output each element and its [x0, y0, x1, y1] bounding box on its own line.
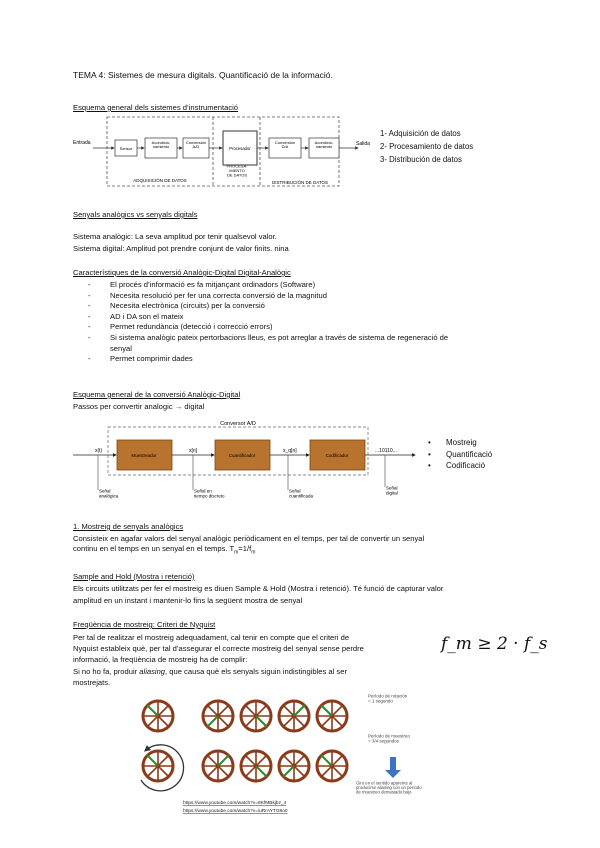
bullet-item: • Quantificació	[428, 449, 492, 461]
sample-hold-line-2: amplitud en un instant i mantenir-lo fins la següent mostra de senyal	[73, 596, 303, 605]
section-heading-signals: Senyals analògics vs senyals digitals	[73, 210, 198, 219]
bullet-item: • Mostreig	[428, 437, 492, 449]
caption-quantized: Señal cuantificada	[289, 488, 314, 499]
section-heading-instrumentation: Esquema general dels sistemes d’instrumentació	[73, 103, 239, 112]
signal-label-xqn: x_q[n]	[283, 448, 297, 454]
section-heading-sampling: 1. Mostreig de senyals analògics	[73, 522, 184, 531]
down-arrow-icon	[385, 757, 401, 778]
block-processor-label: Procesador	[229, 146, 251, 151]
wheel-row-2	[143, 751, 347, 781]
analog-system-line: Sistema analògic: La seva amplitud por tenir qualsevol valor.	[73, 232, 277, 241]
legend-item: 3- Distribución de datos	[380, 155, 462, 164]
list-item: - AD i DA son el mateix	[88, 312, 448, 323]
aliasing-figure	[138, 692, 468, 822]
bullet-item: • Codificació	[428, 460, 492, 472]
signal-label-xn: x[n]	[189, 448, 198, 454]
characteristics-list	[88, 280, 448, 365]
ad-subtitle: Passos per convertir analogic → digital	[73, 402, 205, 411]
note-rotation-period: Período de rotación = 1 segundo	[368, 693, 408, 704]
digital-system-line: Sistema digital: Amplitud pot prendre conjunt de valor finits. nina	[73, 244, 289, 253]
section-heading-nyquist: Freqüència de mostreig: Criteri de Nyquist	[73, 620, 216, 629]
list-item: - Permet comprimir dades	[88, 354, 448, 365]
block-ad-label: Conversión A/D	[185, 139, 207, 150]
legend-item: 2- Procesamiento de datos	[380, 142, 474, 151]
nyquist-text: Per tal de realitzar el mostreig adequadament, cal tenir en compte que el criteri de Nyquist estableix què, per tal d’assegurar el correcte mostreig del senyal sense perdre informació, la freqüència de mostreig ha de complir: Si no ho fa, produir aliasing, que causa què els senyals siguin indistingibles al ser mostrejats.	[73, 633, 364, 687]
signal-label-bits: ...10110...	[375, 448, 397, 454]
ad-steps-bullets	[428, 437, 492, 472]
legend-item: 1- Adquisición de datos	[380, 129, 461, 138]
ad-conversion-diagram	[73, 415, 418, 515]
page-title: TEMA 4: Sistemes de mesura digitals. Quantificació de la informació.	[73, 70, 333, 80]
block-encoder-label: Codificador	[325, 453, 349, 458]
list-item: - El procés d’informació es fa mitjançant ordinadors (Software)	[88, 280, 448, 291]
caption-digital: Señal digital	[386, 485, 398, 496]
list-item: - Si sistema analògic pateix pertorbacions lleus, es pot arreglar a través de sistema de regeneració de	[88, 333, 448, 344]
block-sampler-label: Muestreador	[131, 453, 157, 458]
video-link-2[interactable]: https://www.youtube.com/watch?v=iuRrAYTG8o0	[183, 809, 288, 814]
list-item: - Permet redundància (detecció i correcció errors)	[88, 322, 448, 333]
block-acond-2-label: Acondicio-namiento	[314, 139, 334, 150]
block-acond-1-label: Acondicio-namiento	[151, 139, 171, 150]
list-item: - Necesita resolució per fer una correcta conversió de la magnitud	[88, 291, 448, 302]
diagram-output-label: Salida	[356, 141, 370, 147]
video-link-1[interactable]: https://www.youtube.com/watch?v=8KfMBkjbz_4	[183, 801, 287, 806]
sample-hold-line-1: Els circuits utilitzats per fer el mostreig es diuen Sample & Hold (Mostra i retenció). Té funció de capturar valor	[73, 584, 444, 593]
converter-label: Conversor A/D	[220, 421, 256, 427]
section-heading-sample-hold: Sample and Hold (Mostra i retenció)	[73, 572, 195, 581]
sampling-text: Consisteix en agafar valors del senyal analògic periòdicament en el temps, per tal de convertir un senyal continu en el temps en un senyal en el temps. $T_m=1/f_m$	[73, 534, 425, 556]
diagram-input-label: Entrada	[73, 140, 91, 146]
section-heading-ad-scheme: Esquema general de la conversió Analògic-Digital	[73, 390, 241, 399]
group-acquisition-label: ADQUISICIÓN DE DATOS	[133, 178, 187, 183]
instrumentation-diagram	[73, 112, 378, 192]
group-processing-label: PROCESA-MIENTO DE DATOS	[226, 163, 248, 178]
nyquist-formula: f_m ≥ 2 · f_s	[441, 634, 548, 654]
instrumentation-legend	[380, 127, 473, 166]
block-quantizer-label: Cuantificador	[228, 453, 256, 458]
signal-label-xt: x(t)	[95, 448, 103, 454]
block-sensor-label: Sensor	[119, 146, 133, 151]
list-item: - Necesita electrònica (circuits) per la conversió	[88, 301, 448, 312]
block-da-label: Conversión D/A	[274, 139, 296, 150]
section-heading-characteristics: Característiques de la conversió Analògic-Digital Digital-Analògic	[73, 268, 291, 277]
note-aliasing: Giro en el sentido aparente al producirse aliasing con un período de muestreo demasiado bajo	[356, 780, 422, 795]
wheel-row-1	[143, 701, 347, 731]
list-item-continuation: senyal	[110, 343, 132, 353]
group-distribution-label: DISTRIBUCIÓN DE DATOS	[271, 180, 329, 185]
caption-discrete: Señal en tiempo discreto	[194, 488, 225, 499]
note-sampling-period: Período de muestreo = 3/4 segundos	[368, 733, 411, 744]
caption-analog: Señal analógica	[99, 488, 119, 499]
